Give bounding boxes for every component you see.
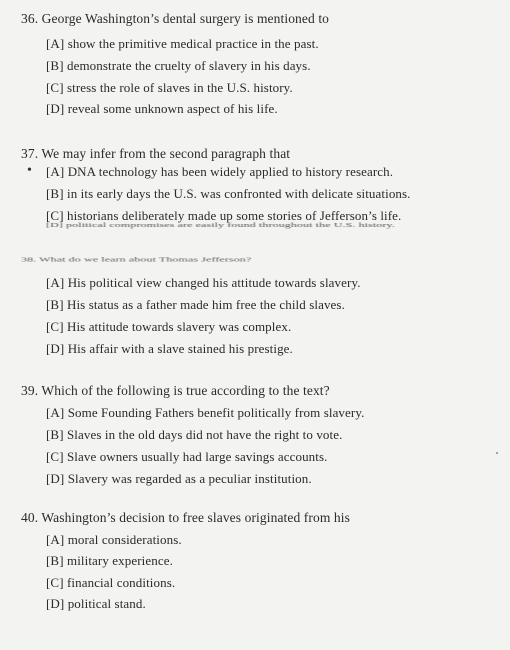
- option-d: [D] reveal some unknown aspect of his life.: [46, 101, 278, 116]
- option-c: [C] stress the role of slaves in the U.S. history.: [46, 80, 293, 95]
- option-b: [B] in its early days the U.S. was confronted with delicate situations.: [46, 186, 411, 201]
- option-a: [A] moral considerations.: [46, 532, 182, 547]
- question-stem: 40. Washington’s decision to free slaves originated from his: [21, 510, 350, 525]
- option-d: [D] political compromises are easily found throughout the U.S. history.: [46, 221, 395, 229]
- question-stem: 37. We may infer from the second paragraph that: [21, 146, 291, 161]
- question-stem: 39. Which of the following is true according to the text?: [21, 383, 330, 398]
- option-c: [C] financial conditions.: [46, 575, 176, 590]
- option-d: [D] political stand.: [46, 596, 146, 611]
- option-b: [B] Slaves in the old days did not have the right to vote.: [46, 427, 343, 442]
- question-stem: 36. George Washington’s dental surgery is mentioned to: [21, 11, 330, 26]
- option-a: [A] show the primitive medical practice in the past.: [46, 36, 319, 51]
- option-b: [B] His status as a father made him free the child slaves.: [46, 297, 345, 312]
- question-stem: 38. What do we learn about Thomas Jefferson?: [21, 256, 252, 263]
- scan-speck: [496, 452, 498, 454]
- option-c: [C] historians deliberately made up some stories of Jefferson’s life.: [46, 208, 402, 223]
- option-c: [C] His attitude towards slavery was complex.: [46, 319, 292, 334]
- option-a: [A] His political view changed his attitude towards slavery.: [46, 275, 361, 290]
- option-b: [B] demonstrate the cruelty of slavery in his days.: [46, 58, 311, 73]
- option-a: [A] DNA technology has been widely applied to history research.: [46, 164, 394, 179]
- bullet-mark: •: [27, 163, 32, 178]
- option-d: [D] His affair with a slave stained his prestige.: [46, 341, 293, 356]
- option-c: [C] Slave owners usually had large savings accounts.: [46, 449, 328, 464]
- option-a: [A] Some Founding Fathers benefit politically from slavery.: [46, 405, 365, 420]
- option-b: [B] military experience.: [46, 553, 173, 568]
- option-d: [D] Slavery was regarded as a peculiar institution.: [46, 471, 312, 486]
